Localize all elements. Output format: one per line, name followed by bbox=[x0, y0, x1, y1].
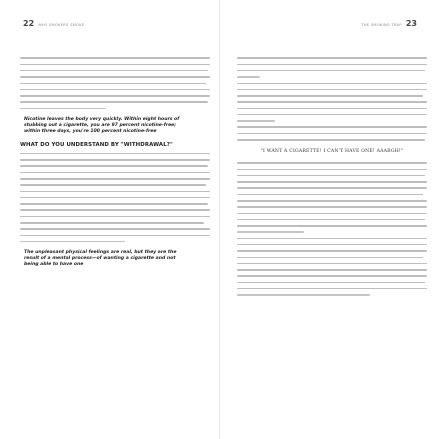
text-line bbox=[237, 225, 427, 227]
text-line bbox=[237, 101, 427, 103]
text-line bbox=[237, 194, 423, 196]
text-line bbox=[237, 200, 427, 202]
left-column bbox=[20, 55, 210, 268]
text-line bbox=[20, 70, 208, 72]
text-line bbox=[237, 126, 427, 128]
text-line bbox=[237, 282, 425, 284]
pull-quote-1-line: Nicotine leaves the body very quickly. Within eight hours of bbox=[24, 116, 180, 122]
text-line bbox=[20, 197, 210, 199]
left-page-number: 22 bbox=[23, 19, 35, 28]
text-line bbox=[20, 165, 208, 167]
right-column bbox=[237, 55, 427, 298]
text-line bbox=[237, 108, 427, 110]
text-line bbox=[237, 294, 370, 296]
text-line bbox=[20, 191, 210, 193]
text-line bbox=[237, 244, 427, 246]
text-line bbox=[20, 172, 210, 174]
text-line bbox=[237, 139, 425, 141]
left-running-head-text: WHY SMOKERS SMOKE bbox=[38, 23, 85, 27]
text-line bbox=[237, 57, 427, 59]
text-line bbox=[237, 76, 260, 78]
pull-quote-1-line: within three days, you're 100 percent nicotine-free bbox=[24, 128, 157, 134]
text-line bbox=[237, 181, 427, 183]
spacer bbox=[20, 135, 210, 140]
pull-quote-2-line: The unpleasant physical feelings are real, but they are the bbox=[24, 249, 177, 255]
text-line bbox=[20, 241, 125, 243]
text-line bbox=[237, 257, 423, 259]
text-line bbox=[237, 175, 425, 177]
text-line bbox=[20, 216, 210, 218]
right-running-head bbox=[361, 19, 417, 28]
text-line bbox=[237, 238, 427, 240]
text-line bbox=[20, 228, 210, 230]
left-body-paragraph-2 bbox=[20, 151, 210, 245]
right-page-number: 23 bbox=[405, 19, 417, 28]
text-line bbox=[237, 162, 427, 164]
text-line bbox=[20, 209, 210, 211]
right-page bbox=[220, 0, 439, 439]
text-line bbox=[20, 235, 210, 237]
pull-quote-2 bbox=[20, 250, 210, 268]
text-line bbox=[20, 184, 206, 186]
text-line bbox=[237, 70, 425, 72]
text-line bbox=[20, 222, 204, 224]
right-body-paragraph-1 bbox=[237, 55, 427, 143]
text-line bbox=[237, 263, 427, 265]
pull-quote-2-line: result of a mental process—of wanting a cigarette and not bbox=[24, 255, 176, 261]
text-line bbox=[237, 275, 427, 277]
text-line bbox=[237, 64, 427, 66]
text-line bbox=[20, 153, 210, 155]
shout-line: "I WANT A CIGARETTE! I CAN'T HAVE ONE! AAARGH!" bbox=[260, 148, 404, 154]
text-line bbox=[237, 95, 423, 97]
text-line bbox=[237, 219, 425, 221]
left-running-head bbox=[23, 19, 84, 28]
text-line bbox=[237, 169, 427, 171]
text-line bbox=[237, 89, 427, 91]
text-line bbox=[20, 101, 208, 103]
text-line bbox=[237, 114, 427, 116]
text-line bbox=[237, 83, 427, 85]
text-line bbox=[237, 187, 427, 189]
text-line bbox=[20, 89, 210, 91]
text-line bbox=[20, 95, 210, 97]
right-running-head-text: THE SMOKING TRAP bbox=[361, 23, 402, 27]
text-line bbox=[237, 120, 275, 122]
text-line bbox=[20, 108, 106, 110]
text-line bbox=[20, 83, 206, 85]
text-line bbox=[20, 57, 210, 59]
text-line bbox=[20, 203, 208, 205]
text-line bbox=[237, 213, 427, 215]
text-line bbox=[20, 76, 210, 78]
pull-quote-1-line: stubbing out a cigarette, you are 97 percent nicotine-free; bbox=[24, 122, 177, 128]
text-line bbox=[20, 64, 210, 66]
text-line bbox=[20, 159, 210, 161]
pull-quote-2-line: being able to have one bbox=[24, 261, 84, 267]
pull-quote-1 bbox=[20, 117, 210, 135]
text-line bbox=[237, 250, 427, 252]
right-body-paragraph-2 bbox=[237, 160, 427, 298]
text-line bbox=[20, 178, 210, 180]
section-heading: WHAT DO YOU UNDERSTAND BY "WITHDRAWAL?" bbox=[20, 141, 173, 148]
left-body-paragraph-1 bbox=[20, 55, 210, 112]
text-line bbox=[237, 231, 304, 233]
text-line bbox=[237, 206, 427, 208]
text-line bbox=[237, 133, 427, 135]
text-line bbox=[237, 269, 427, 271]
text-line bbox=[237, 288, 427, 290]
